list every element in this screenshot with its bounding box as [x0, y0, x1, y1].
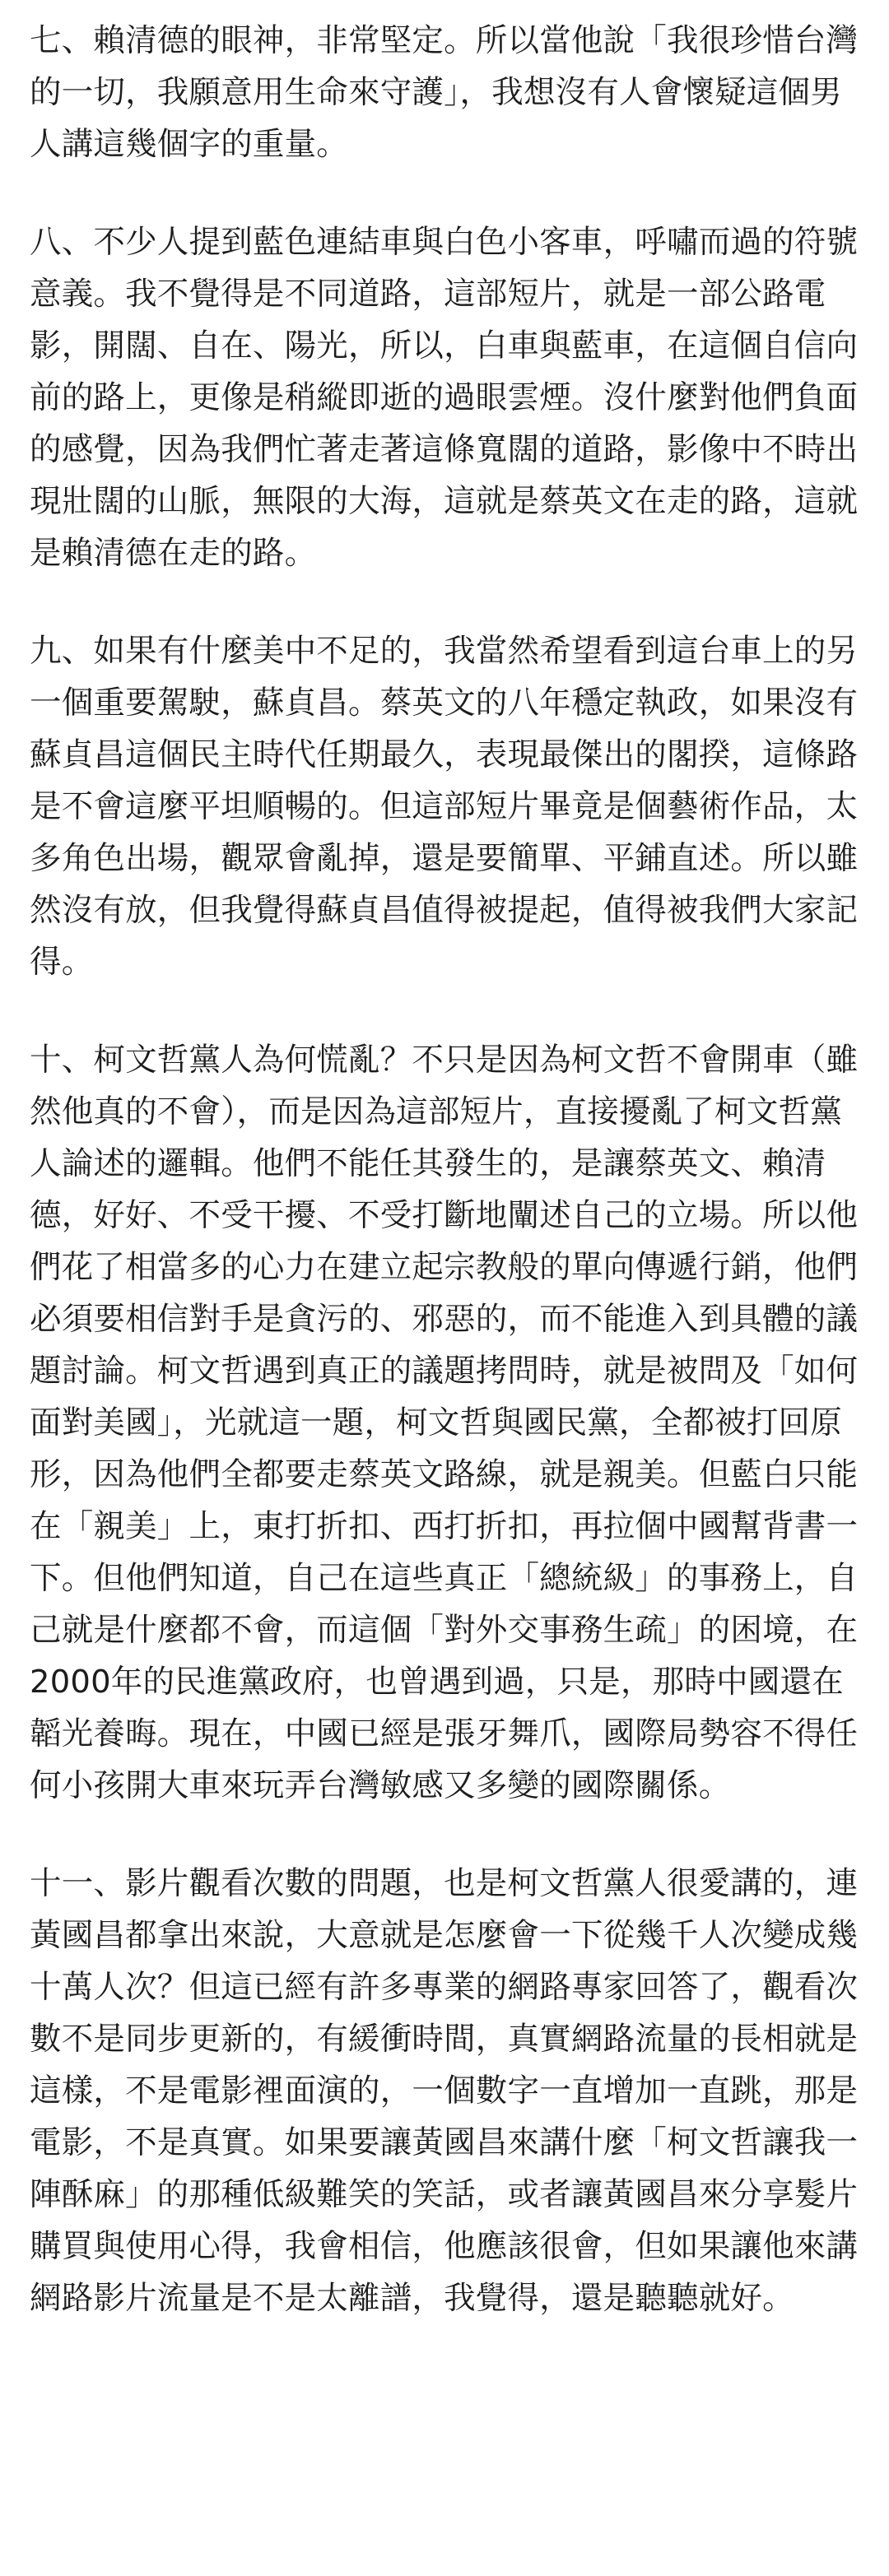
- paragraph-eight: 八、不少人提到藍色連結車與白色小客車，呼嘯而過的符號意義。我不覺得是不同道路，這部短片，就是一部公路電影，開闊、自在、陽光，所以，白車與藍車，在這個自信向前的路上，更像是稍縱即逝的過眼雲煙。沒什麼對他們負面的感覺，因為我們忙著走著這條寬闊的道路，影像中不時出現壯闊的山脈，無限的大海，這就是蔡英文在走的路，這就是賴清德在走的路。: [30, 224, 859, 572]
- paragraph-nine: 九、如果有什麼美中不足的，我當然希望看到這台車上的另一個重要駕駛，蘇貞昌。蔡英文的八年穩定執政，如果沒有蘇貞昌這個民主時代任期最久，表現最傑出的閣揆，這條路是不會這麼平坦順暢的。但這部短片畢竟是個藝術作品，太多角色出場，觀眾會亂掉，還是要簡單、平鋪直述。所以雖然沒有放，但我覺得蘇貞昌值得被提起，值得被我們大家記得。: [30, 633, 859, 981]
- paragraph-eleven: 十一、影片觀看次數的問題，也是柯文哲黨人很愛講的，連黃國昌都拿出來說，大意就是怎麼會一下從幾千人次變成幾十萬人次？但這已經有許多專業的網路專家回答了，觀看次數不是同步更新的，有緩衝時間，真實網路流量的長相就是這樣，不是電影裡面演的，一個數字一直增加一直跳，那是電影，不是真實。如果要讓黃國昌來講什麼「柯文哲讓我一陣酥麻」的那種低級難笑的笑話，或者讓黃國昌來分享髮片購買與使用心得，我會相信，他應該很會，但如果讓他來講網路影片流量是不是太離譜，我覺得，還是聽聽就好。: [30, 1865, 859, 2317]
- paragraph-seven: 七、賴清德的眼神，非常堅定。所以當他說「我很珍惜台灣的一切，我願意用生命來守護」，我想沒有人會懷疑這個男人講這幾個字的重量。: [30, 22, 859, 163]
- paragraph-ten: 十、柯文哲黨人為何慌亂？不只是因為柯文哲不會開車（雖然他真的不會），而是因為這部短片，直接擾亂了柯文哲黨人論述的邏輯。他們不能任其發生的，是讓蔡英文、賴清德，好好、不受干擾、不受打斷地闡述自己的立場。所以他們花了相當多的心力在建立起宗教般的單向傳遞行銷，他們必須要相信對手是貪污的、邪惡的，而不能進入到具體的議題討論。柯文哲遇到真正的議題拷問時，就是被問及「如何面對美國」，光就這一題，柯文哲與國民黨，全都被打回原形，因為他們全都要走蔡英文路線，就是親美。但藍白只能在「親美」上，東打折扣、西打折扣，再拉個中國幫背書一下。但他們知道，自己在這些真正「總統級」的事務上，自己就是什麼都不會，而這個「對外交事務生疏」的困境，在2000年的民進黨政府，也曾遇到過，只是，那時中國還在韜光養晦。現在，中國已經是張牙舞爪，國際局勢容不得任何小孩開大車來玩弄台灣敏感又多變的國際關係。: [30, 1042, 859, 1804]
